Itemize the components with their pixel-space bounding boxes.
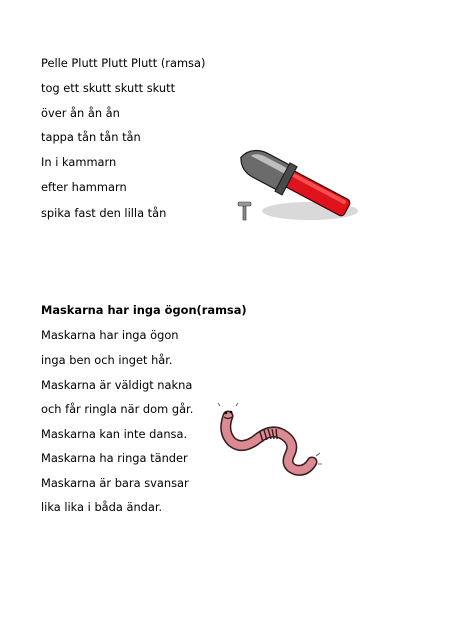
poem1-line-6: efter hammarn [41,180,127,194]
poem2-line-2: inga ben och inget hår. [41,353,173,367]
poem2-line-7: Maskarna är bara svansar [41,476,189,490]
poem1-line-1: Pelle Plutt Plutt Plutt (ramsa) [41,56,206,70]
poem1-line-5: In i kammarn [41,155,117,169]
poem2-line-6: Maskarna ha ringa tänder [41,451,188,465]
poem2-line-1: Maskarna har inga ögon [41,328,179,342]
poem1-line-3: över ån ån ån [41,106,120,120]
hammer-icon [230,145,360,230]
poem2-title: Maskarna har inga ögon(ramsa) [41,303,247,317]
poem1-line-7: spika fast den lilla tån [41,206,167,220]
poem2-line-8: lika lika i båda ändar. [41,500,163,514]
poem2-line-4: och får ringla när dom går. [41,402,194,416]
poem1-line-2: tog ett skutt skutt skutt [41,81,176,95]
poem2-line-5: Maskarna kan inte dansa. [41,427,188,441]
worm-icon [216,398,324,478]
poem1-line-4: tappa tån tån tån [41,130,141,144]
poem2-line-3: Maskarna är väldigt nakna [41,378,193,392]
